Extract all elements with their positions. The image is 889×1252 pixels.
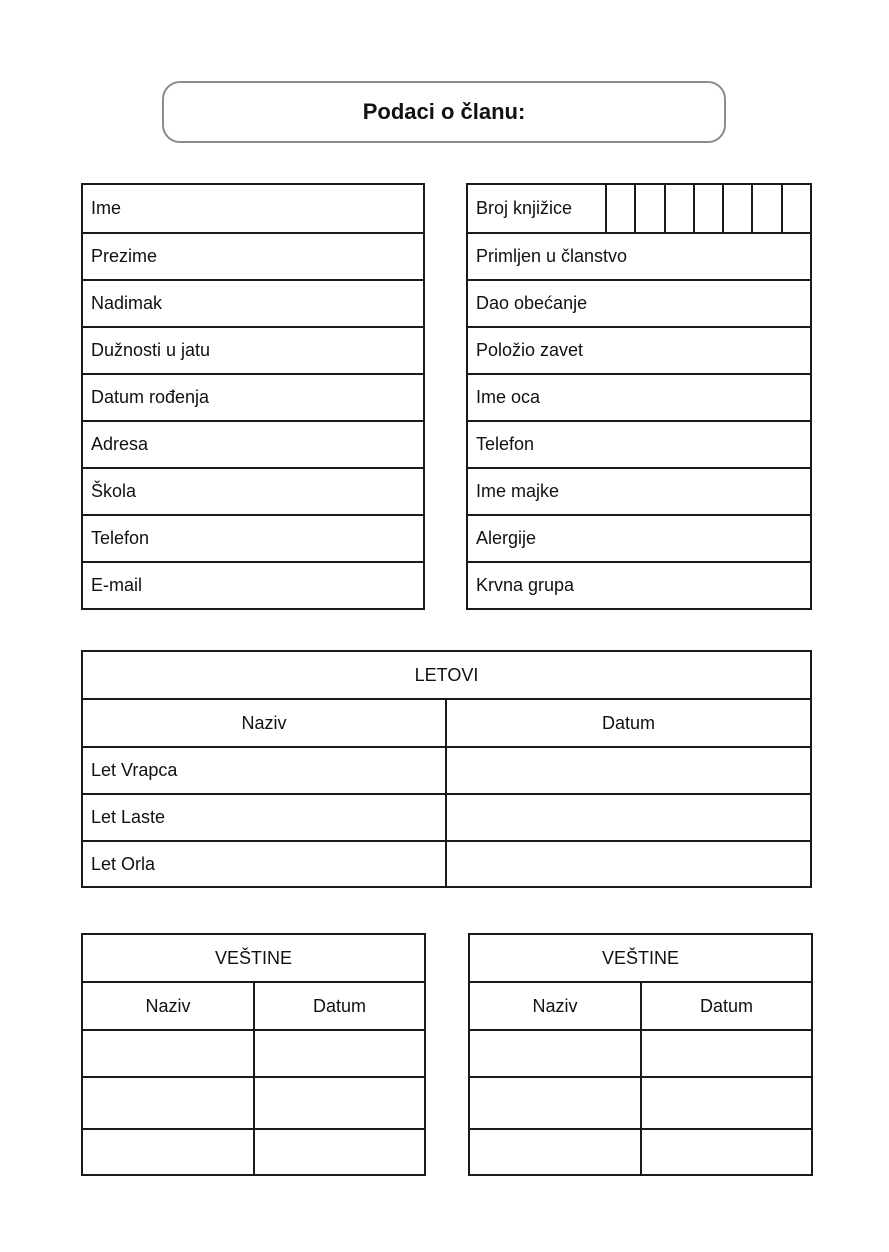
digit-box[interactable] [664,185,693,232]
field-label: E-mail [91,575,143,595]
vestine-right-table [468,933,813,1176]
vestine-cell[interactable] [255,1031,424,1076]
vestine-cell[interactable] [470,1078,640,1127]
field-label: Primljen u članstvo [476,246,628,266]
digit-box[interactable] [605,185,634,232]
vestine-cell[interactable] [255,1078,424,1127]
header-label: Datum [699,995,753,1016]
field-row-primljen[interactable] [468,232,810,279]
vestine-header-naziv [83,983,253,1029]
letovi-date-cell[interactable] [447,842,810,886]
field-row-datum-rodjenja[interactable] [83,373,423,420]
letovi-title [83,652,810,698]
vestine-cell[interactable] [83,1078,253,1127]
vestine-header-naziv [470,983,640,1029]
digit-box[interactable] [693,185,722,232]
vestine-cell[interactable] [83,1031,253,1076]
header-label: Datum [601,712,655,733]
field-row-telefon-2[interactable] [468,420,810,467]
field-row-duznosti[interactable] [83,326,423,373]
field-label: Adresa [91,434,149,454]
field-row-polozio-zavet[interactable] [468,326,810,373]
vestine-left-table [81,933,426,1176]
vestine-cell[interactable] [255,1130,424,1174]
header-label: Naziv [145,995,191,1016]
digit-box[interactable] [781,185,810,232]
field-row-email[interactable] [83,561,423,608]
field-label: Ime [91,198,122,218]
page-title: Podaci o članu: [362,99,526,124]
vestine-title-text: VEŠTINE [214,947,293,968]
letovi-title-text: LETOVI [414,664,479,685]
row-label: Let Vrapca [91,760,178,780]
field-label: Dužnosti u jatu [91,340,211,360]
letovi-table [81,650,812,888]
field-label: Nadimak [91,293,163,313]
vestine-title [83,935,424,981]
page-title-box [162,81,726,143]
vestine-cell[interactable] [470,1031,640,1076]
vestine-cell[interactable] [642,1031,811,1076]
field-row-ime-oca[interactable] [468,373,810,420]
field-label: Škola [91,481,137,501]
field-row-adresa[interactable] [83,420,423,467]
letovi-row-label [83,795,445,840]
vestine-title [470,935,811,981]
vestine-header-datum [255,983,424,1029]
header-label: Naziv [241,712,287,733]
field-label: Dao obećanje [476,293,588,313]
letovi-row-label [83,842,445,886]
field-row-skola[interactable] [83,467,423,514]
field-label: Telefon [476,434,535,454]
vestine-cell[interactable] [642,1078,811,1127]
vestine-cell[interactable] [470,1130,640,1174]
field-label: Položio zavet [476,340,584,360]
field-row-krvna-grupa[interactable] [468,561,810,608]
digit-box[interactable] [722,185,751,232]
row-label: Let Orla [91,853,156,874]
letovi-date-cell[interactable] [447,795,810,840]
field-row-broj-knjizice[interactable] [468,185,810,232]
digit-box[interactable] [634,185,663,232]
field-label: Datum rođenja [91,387,210,407]
field-row-ime-majke[interactable] [468,467,810,514]
field-row-prezime[interactable] [83,232,423,279]
vestine-cell[interactable] [642,1130,811,1174]
column-divider [253,983,255,1174]
field-label: Prezime [91,246,158,266]
field-label: Alergije [476,528,537,548]
card-number-boxes[interactable] [605,185,810,232]
letovi-row-label [83,748,445,793]
field-row-ime[interactable] [83,185,423,232]
field-label: Ime majke [476,481,560,501]
column-divider [445,700,447,886]
field-label: Telefon [91,528,150,548]
field-row-alergije[interactable] [468,514,810,561]
field-label: Broj knjižice [476,198,573,218]
field-row-telefon[interactable] [83,514,423,561]
header-label: Datum [312,995,366,1016]
field-label: Ime oca [476,387,541,407]
letovi-header-naziv [83,700,445,746]
row-label: Let Laste [91,807,166,827]
field-row-nadimak[interactable] [83,279,423,326]
member-info-right-table [466,183,812,610]
letovi-header-datum [447,700,810,746]
column-divider [640,983,642,1174]
field-row-dao-obecanje[interactable] [468,279,810,326]
vestine-header-datum [642,983,811,1029]
field-label: Krvna grupa [476,575,575,595]
vestine-cell[interactable] [83,1130,253,1174]
letovi-date-cell[interactable] [447,748,810,793]
vestine-title-text: VEŠTINE [601,947,680,968]
member-info-left-table [81,183,425,610]
header-label: Naziv [532,995,578,1016]
digit-box[interactable] [751,185,780,232]
